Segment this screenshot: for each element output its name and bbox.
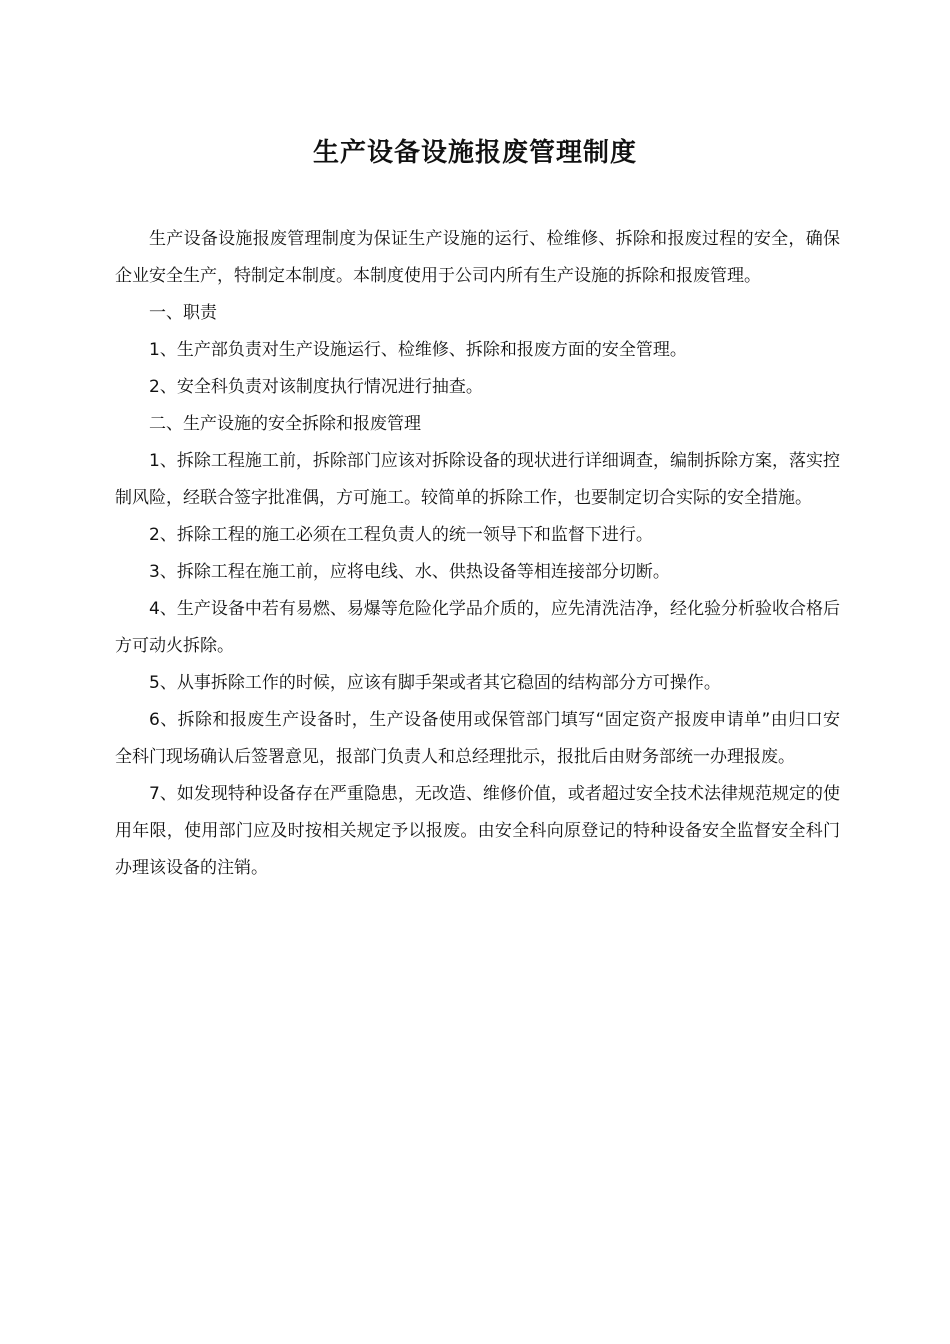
document-title: 生产设备设施报废管理制度 xyxy=(312,138,637,168)
section-heading-responsibilities: 一、职责 xyxy=(149,303,217,323)
paragraph-item: 1、生产部负责对生产设施运行、检维修、拆除和报废方面的安全管理。 xyxy=(149,340,687,360)
paragraph-item: 4、生产设备中若有易燃、易爆等危险化学品介质的，应先清洗洁净，经化验分析验收合格后方可动火拆除。 xyxy=(115,599,840,656)
paragraph-item: 2、拆除工程的施工必须在工程负责人的统一领导下和监督下进行。 xyxy=(149,525,653,545)
document-body xyxy=(115,221,840,887)
paragraph-intro: 生产设备设施报废管理制度为保证生产设施的运行、检维修、拆除和报废过程的安全，确保企业安全生产，特制定本制度。本制度使用于公司内所有生产设施的拆除和报废管理。 xyxy=(115,229,840,286)
section-heading-dismantling: 二、生产设施的安全拆除和报废管理 xyxy=(149,414,421,434)
paragraph-item: 2、安全科负责对该制度执行情况进行抽查。 xyxy=(149,377,483,397)
paragraph-item: 1、拆除工程施工前，拆除部门应该对拆除设备的现状进行详细调查，编制拆除方案，落实控制风险，经联合签字批准偶，方可施工。较简单的拆除工作，也要制定切合实际的安全措施。 xyxy=(115,451,840,508)
paragraph-item: 5、从事拆除工作的时候，应该有脚手架或者其它稳固的结构部分方可操作。 xyxy=(149,673,721,693)
paragraph-item: 7、如发现特种设备存在严重隐患，无改造、维修价值，或者超过安全技术法律规范规定的使用年限，使用部门应及时按相关规定予以报废。由安全科向原登记的特种设备安全监督安全科门办理该设备的注销。 xyxy=(115,784,840,878)
paragraph-item: 6、拆除和报废生产设备时，生产设备使用或保管部门填写“固定资产报废申请单”由归口安全科门现场确认后签署意见，报部门负责人和总经理批示，报批后由财务部统一办理报废。 xyxy=(115,710,840,767)
paragraph-item: 3、拆除工程在施工前，应将电线、水、供热设备等相连接部分切断。 xyxy=(149,562,670,582)
